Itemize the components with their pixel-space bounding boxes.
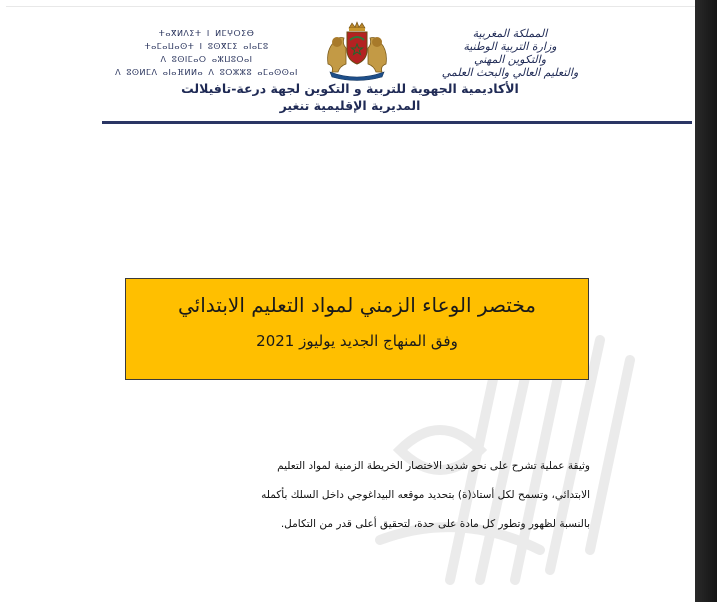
header-arabic bbox=[405, 27, 615, 79]
ministry-line: والتعليم العالي والبحث العلمي bbox=[441, 66, 579, 79]
title-box bbox=[125, 278, 589, 380]
royal-emblem-icon bbox=[320, 20, 394, 82]
page-top-edge bbox=[6, 6, 695, 7]
header-divider bbox=[102, 121, 692, 124]
academy-heading bbox=[150, 80, 550, 114]
academy-name: الأكاديمية الجهوية للتربية و التكوين لجهة درعة-تافيلالت bbox=[181, 81, 519, 96]
description-line: الابتدائي، وتسمح لكل أستاذ(ة) بتحديد موقعه البيداغوجي داخل السلك بأكمله bbox=[261, 489, 590, 501]
document-title: مختصر الوعاء الزمني لمواد التعليم الابتدائي bbox=[178, 293, 536, 317]
description-paragraph bbox=[120, 452, 590, 539]
tifinagh-line: ⴷ ⵓⵙⵍⵎⴷ ⴰⵏⴰⴼⵍⵍⴰ ⴷ ⵓⵔⵣⵣⵓ ⴰⵎⴰⵙⵙⴰⵏ bbox=[115, 68, 298, 77]
document-subtitle: وفق المنهاج الجديد يوليوز 2021 bbox=[256, 332, 458, 350]
ministry-line: المملكة المغربية bbox=[472, 27, 548, 40]
header-tifinagh bbox=[94, 27, 319, 79]
tifinagh-line: ⵜⴰⴳⵍⴷⵉⵜ ⵏ ⵍⵎⵖⵔⵉⴱ bbox=[158, 29, 255, 38]
ministry-line: والتكوين المهني bbox=[473, 53, 547, 66]
ministry-line: وزارة التربية الوطنية bbox=[463, 40, 557, 53]
description-line: بالنسبة لظهور وتطور كل مادة على حدة، لتحقيق أعلى قدر من التكامل. bbox=[280, 518, 590, 530]
directorate-name: المديرية الإقليمية تنغير bbox=[279, 98, 421, 113]
tifinagh-line: ⵜⴰⵎⴰⵡⴰⵙⵜ ⵏ ⵓⵙⴳⵎⵉ ⴰⵏⴰⵎⵓ bbox=[144, 42, 269, 51]
viewer-edge-strip bbox=[695, 0, 717, 602]
description-line: وثيقة عملية تشرح على نحو شديد الاختصار الخريطة الزمنية لمواد التعليم bbox=[277, 460, 590, 472]
tifinagh-line: ⴷ ⵓⵙⵏⵎⴰⵔ ⴰⵣⵡⵓⵔⴰⵏ bbox=[160, 55, 253, 64]
